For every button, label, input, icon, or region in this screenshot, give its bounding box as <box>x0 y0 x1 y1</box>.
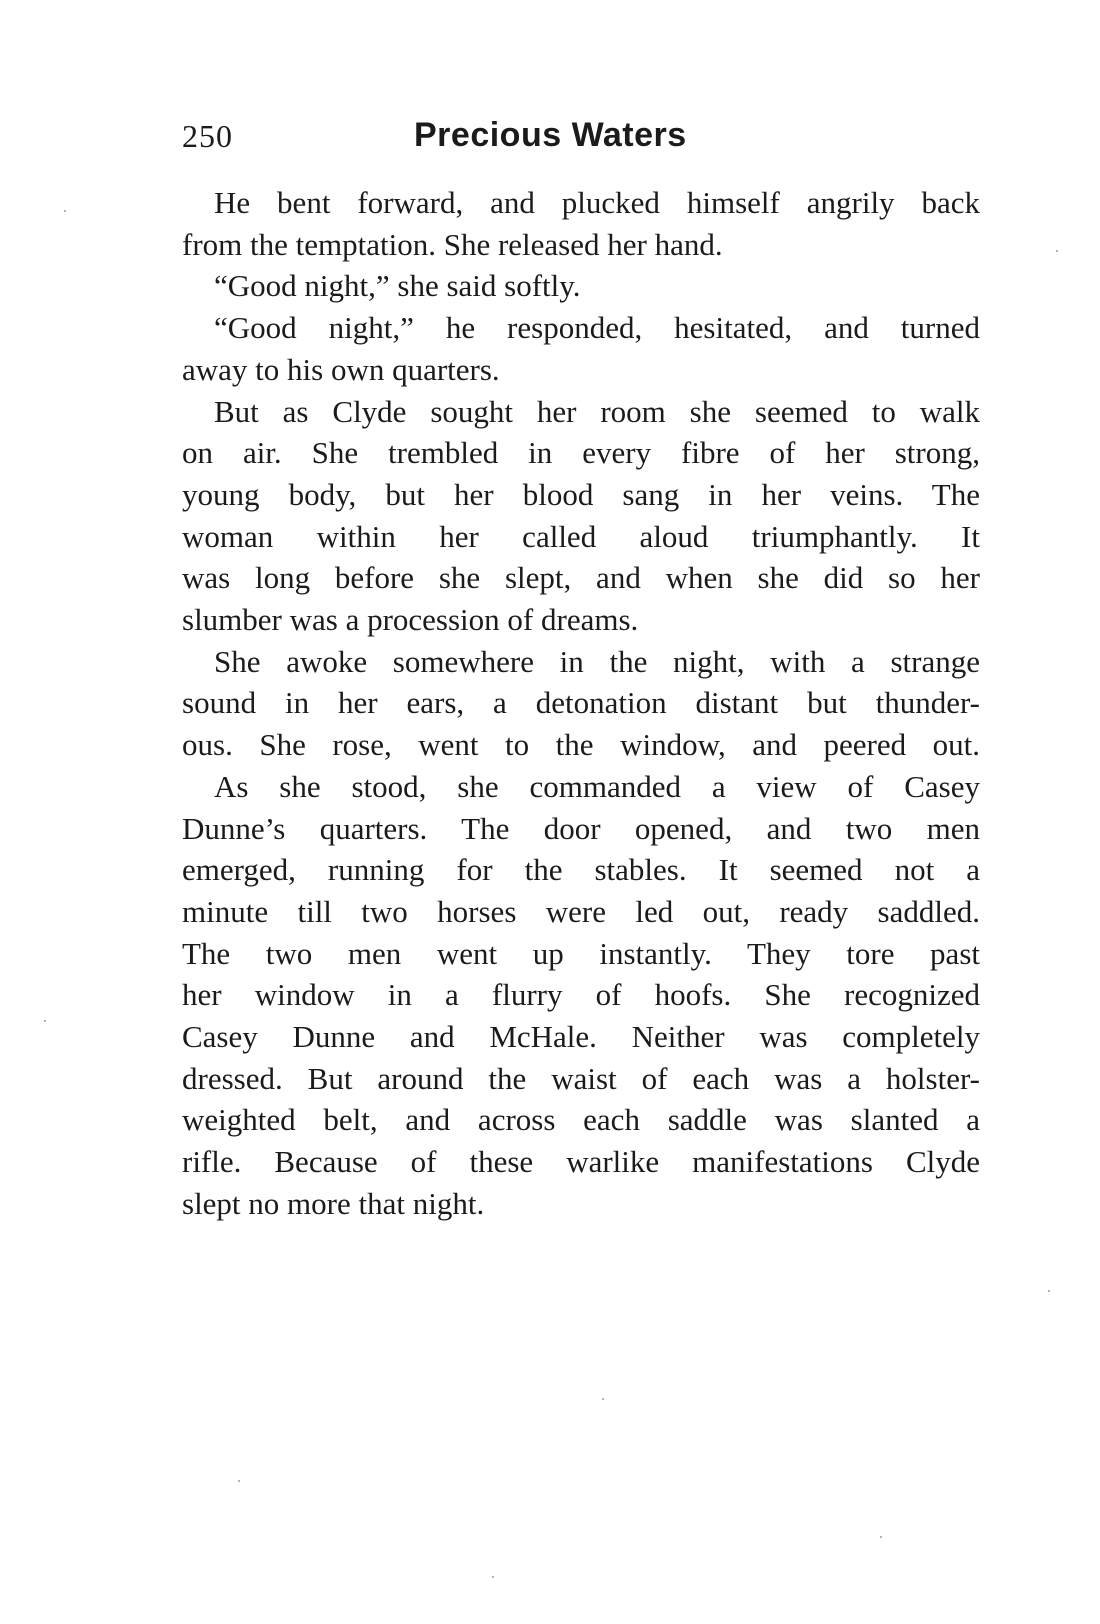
text-line: She awoke somewhere in the night, with a strange <box>214 643 980 679</box>
scan-speck <box>880 1536 882 1538</box>
scan-speck <box>64 210 66 212</box>
text-line: away to his own quarters. <box>182 351 500 387</box>
text-line: “Good night,” he responded, hesitated, and turned <box>214 310 980 346</box>
text-line: on air. She trembled in every fibre of her strong, <box>182 435 980 471</box>
text-line: rifle. Because of these warlike manifestations Clyde <box>182 1144 980 1180</box>
scan-speck <box>492 1576 494 1578</box>
page-number: 250 <box>182 118 233 154</box>
paragraph <box>182 182 980 265</box>
paragraph <box>182 766 980 1225</box>
text-line: The two men went up instantly. They tore past <box>182 935 980 971</box>
paragraph <box>182 307 980 390</box>
text-line: her window in a flurry of hoofs. She recognized <box>182 977 980 1013</box>
text-line: ous. She rose, went to the window, and peered out. <box>182 727 980 763</box>
text-line: As she stood, she commanded a view of Casey <box>214 768 980 804</box>
text-line: “Good night,” she said softly. <box>214 268 581 304</box>
body-text <box>182 182 980 1225</box>
text-line: slept no more that night. <box>182 1185 485 1221</box>
page-header <box>182 118 982 168</box>
text-line: was long before she slept, and when she did so her <box>182 560 980 596</box>
paragraph <box>182 391 980 641</box>
text-line: weighted belt, and across each saddle was slanted a <box>182 1102 980 1138</box>
text-line: dressed. But around the waist of each was a holster- <box>182 1060 980 1096</box>
paragraph <box>182 265 980 307</box>
scan-speck <box>44 1020 46 1022</box>
scan-speck <box>1056 250 1058 252</box>
text-line: Dunne’s quarters. The door opened, and two men <box>182 810 980 846</box>
text-line: Casey Dunne and McHale. Neither was completely <box>182 1019 980 1055</box>
text-line: from the temptation. She released her hand. <box>182 226 723 262</box>
text-line: slumber was a procession of dreams. <box>182 602 639 638</box>
scan-speck <box>238 1480 240 1482</box>
running-title: Precious Waters <box>414 116 687 154</box>
text-line: emerged, running for the stables. It seemed not a <box>182 852 980 888</box>
paragraph <box>182 641 980 766</box>
scan-speck <box>602 1398 604 1400</box>
text-line: woman within her called aloud triumphantly. It <box>182 518 980 554</box>
text-line: He bent forward, and plucked himself angrily back <box>214 185 980 220</box>
text-line: But as Clyde sought her room she seemed to walk <box>214 393 980 429</box>
scan-speck <box>1048 1290 1050 1292</box>
text-line: minute till two horses were led out, ready saddled. <box>182 893 980 929</box>
text-line: young body, but her blood sang in her veins. The <box>182 476 980 512</box>
text-line: sound in her ears, a detonation distant but thunder- <box>182 685 980 721</box>
